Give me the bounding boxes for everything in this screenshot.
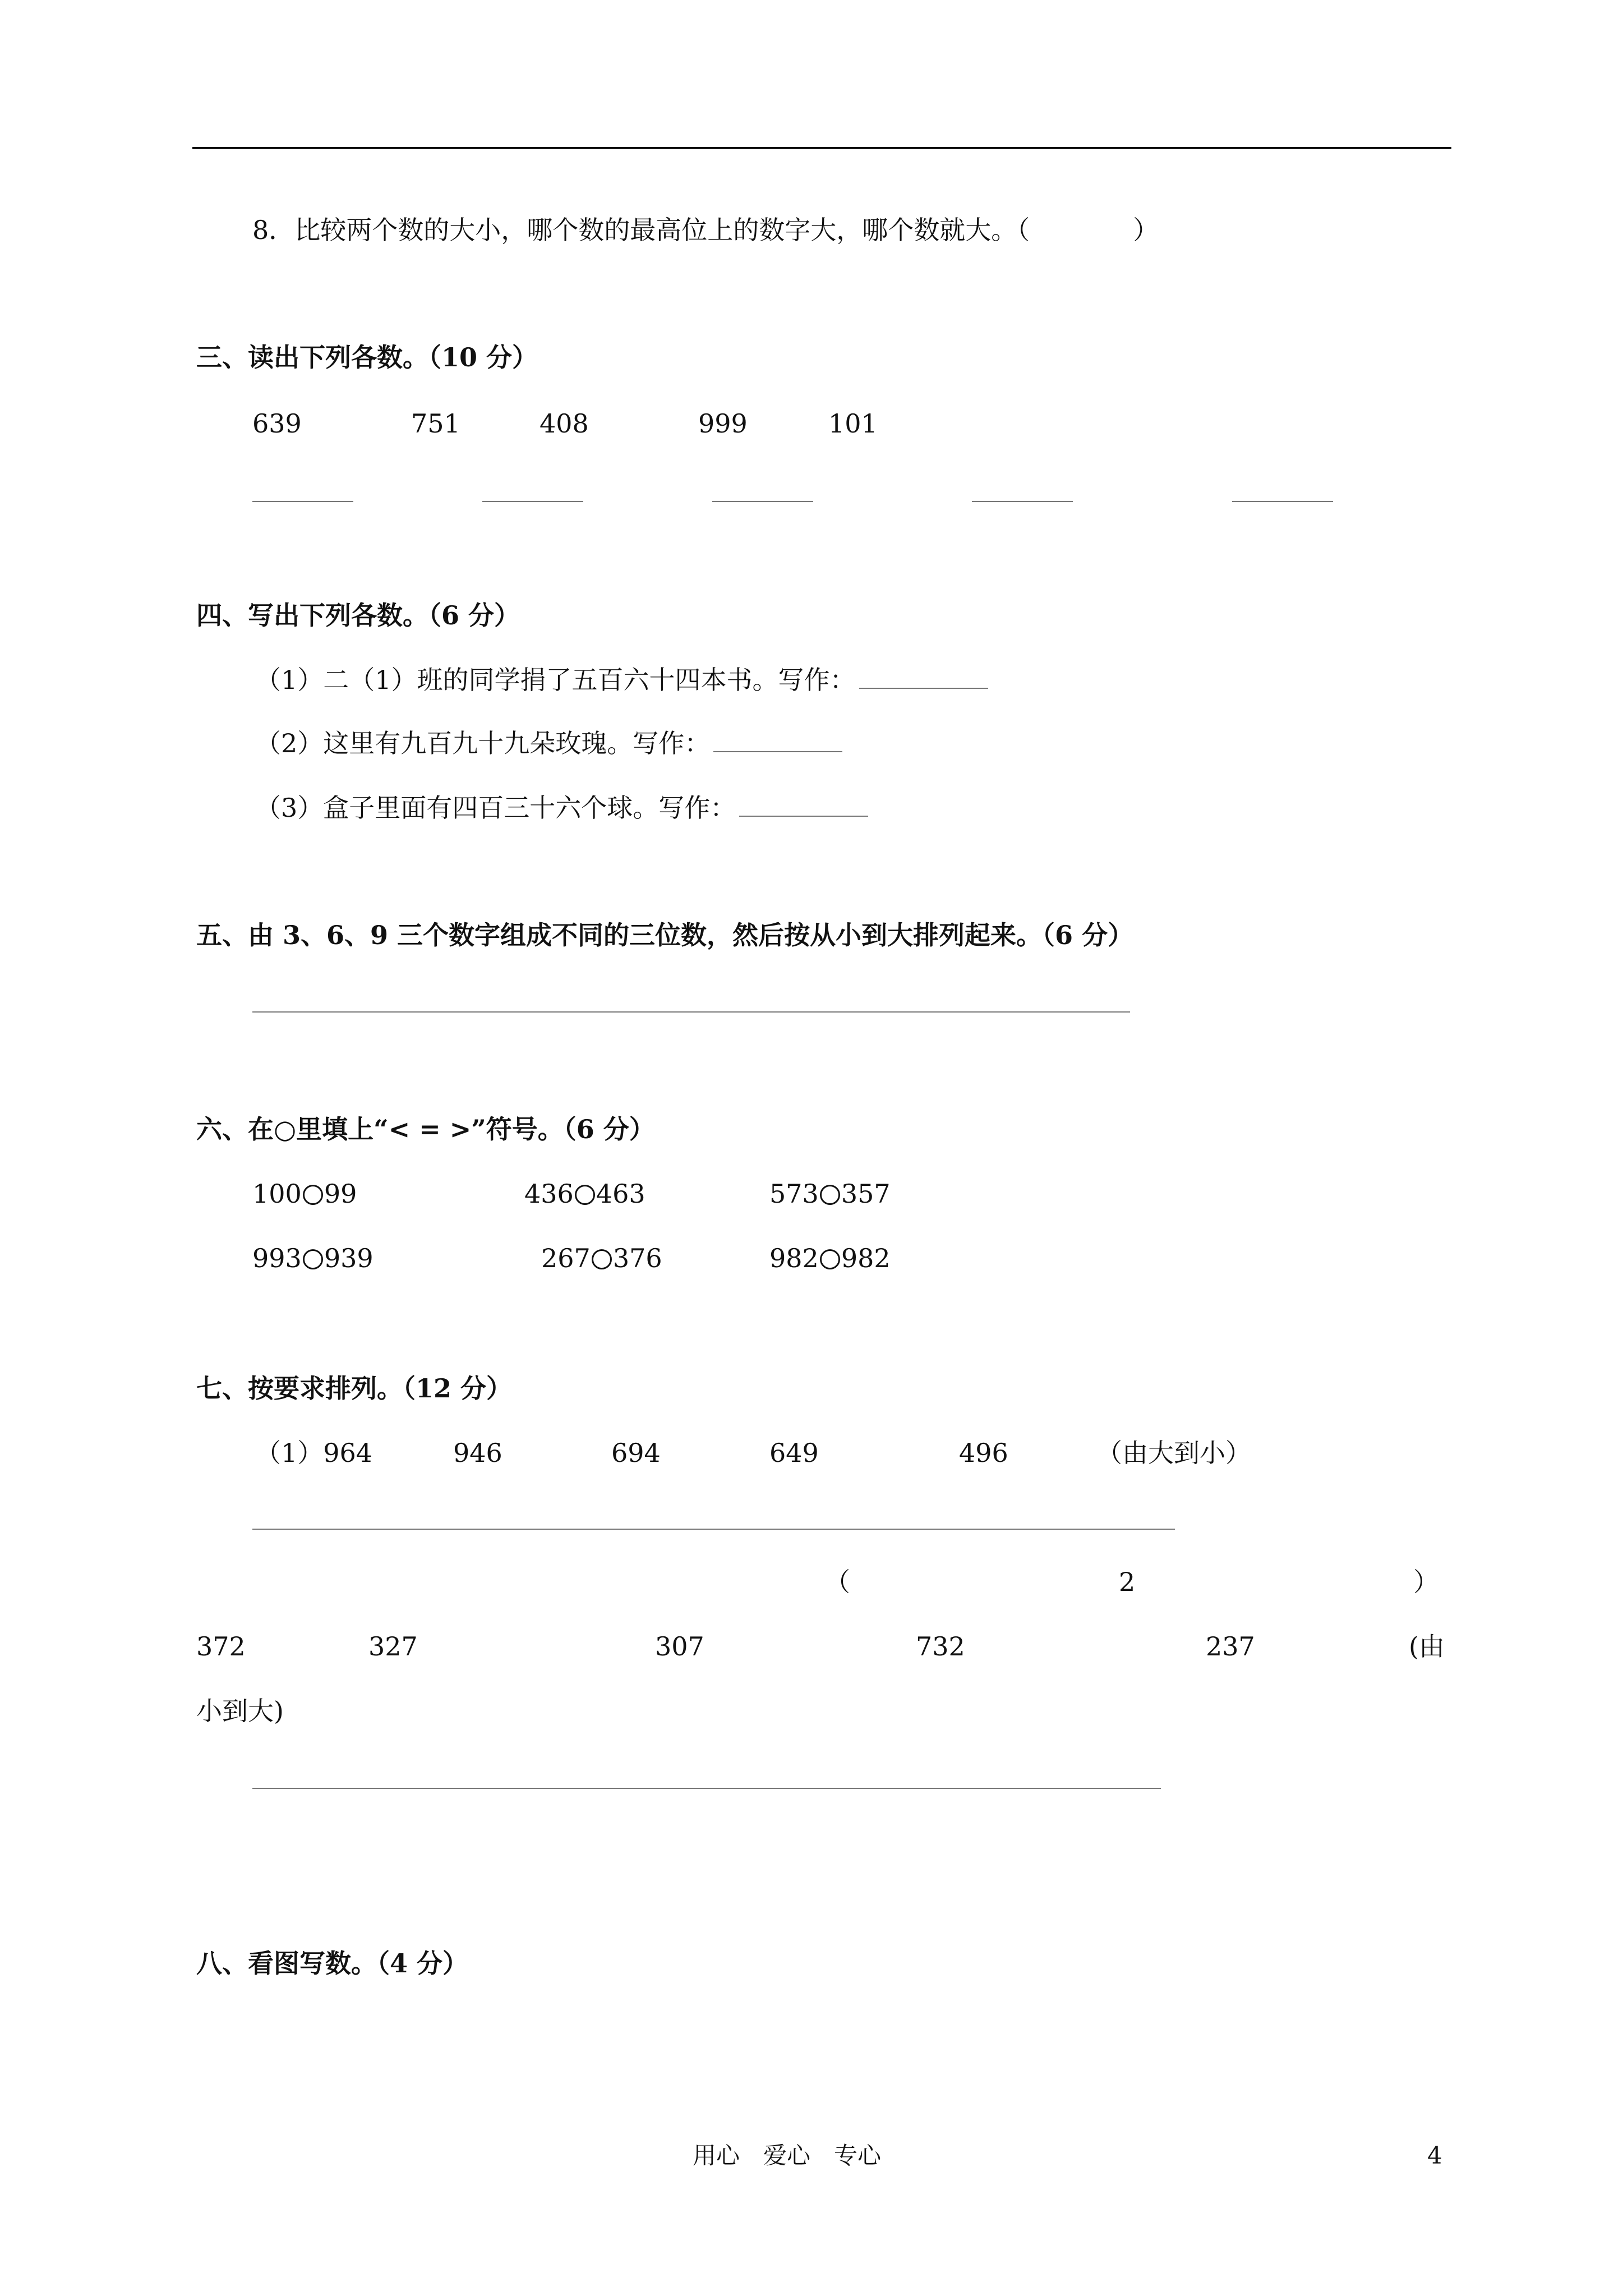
section-3-title: 三、读出下列各数。（10 分） <box>196 342 538 372</box>
write-item <box>255 726 842 760</box>
sort-row-1-label: （1）964 <box>255 1438 373 1468</box>
answer-line[interactable] <box>252 1011 1130 1013</box>
read-number: 999 <box>698 408 748 439</box>
compare-right: 99 <box>324 1179 357 1209</box>
compare-right: 982 <box>841 1243 891 1273</box>
sort-number: 496 <box>959 1438 1008 1468</box>
compare-left: 982 <box>769 1243 819 1273</box>
compare-item <box>524 1177 645 1211</box>
read-number: 101 <box>828 408 878 439</box>
answer-blank[interactable] <box>859 663 988 689</box>
sort-row-2-number: 2 <box>1119 1567 1136 1597</box>
answer-blank[interactable] <box>972 501 1073 502</box>
sort-number: 327 <box>368 1631 418 1662</box>
question-8: 8．比较两个数的大小，哪个数的最高位上的数字大，哪个数就大。（ ） <box>252 215 1159 245</box>
sort-note: （由大到小） <box>1096 1438 1251 1468</box>
write-item-text: （2）这里有九百九十九朵玫瑰。写作： <box>255 728 711 758</box>
sort-row-2-close: ） <box>1413 1567 1439 1597</box>
section-7-title: 七、按要求排列。（12 分） <box>196 1373 513 1404</box>
compare-item <box>252 1241 374 1275</box>
compare-right: 939 <box>324 1243 374 1273</box>
section-5-title: 五、由 3、6、9 三个数字组成不同的三位数，然后按从小到大排列起来。（6 分） <box>196 920 1134 950</box>
sort-number: 946 <box>453 1438 502 1468</box>
answer-blank[interactable] <box>482 501 583 502</box>
compare-right: 463 <box>596 1179 645 1209</box>
read-number: 639 <box>252 408 302 439</box>
sort-number: 649 <box>769 1438 819 1468</box>
section-6-title: 六、在○里填上“< = >”符号。（6 分） <box>196 1114 655 1144</box>
compare-left: 573 <box>769 1179 819 1209</box>
write-item <box>255 663 988 697</box>
compare-circle[interactable] <box>303 1249 323 1269</box>
compare-left: 267 <box>541 1243 591 1273</box>
compare-left: 100 <box>252 1179 302 1209</box>
sort-number: 372 <box>196 1631 246 1662</box>
footer-motto: 用心 爱心 专心 <box>693 2142 882 2169</box>
compare-item <box>252 1177 357 1211</box>
sort-number: 732 <box>916 1631 965 1662</box>
compare-item <box>541 1241 662 1275</box>
header-rule <box>192 147 1451 149</box>
sort-number: 237 <box>1206 1631 1255 1662</box>
section-4-title: 四、写出下列各数。（6 分） <box>196 600 520 631</box>
write-item-text: （1）二（1）班的同学捐了五百六十四本书。写作： <box>255 665 856 695</box>
sort-note: (由 <box>1409 1631 1445 1662</box>
compare-circle[interactable] <box>575 1185 595 1205</box>
answer-blank[interactable] <box>739 791 868 817</box>
answer-blank[interactable] <box>712 501 813 502</box>
write-item <box>255 791 868 825</box>
sort-row-2-open: （ <box>824 1567 850 1597</box>
page-number: 4 <box>1427 2142 1442 2169</box>
sort-note: 小到大) <box>196 1696 284 1726</box>
sort-number: 307 <box>655 1631 704 1662</box>
compare-circle[interactable] <box>820 1185 840 1205</box>
compare-item <box>769 1241 891 1275</box>
answer-blank[interactable] <box>713 726 842 752</box>
answer-blank[interactable] <box>1232 501 1333 502</box>
compare-circle[interactable] <box>592 1249 612 1269</box>
compare-left: 993 <box>252 1243 302 1273</box>
section-8-title: 八、看图写数。（4 分） <box>196 1948 469 1978</box>
sort-number: 694 <box>611 1438 661 1468</box>
compare-right: 357 <box>841 1179 891 1209</box>
compare-left: 436 <box>524 1179 574 1209</box>
compare-circle[interactable] <box>820 1249 840 1269</box>
compare-item <box>769 1177 891 1211</box>
answer-line[interactable] <box>252 1788 1161 1789</box>
compare-circle[interactable] <box>303 1185 323 1205</box>
read-number: 751 <box>411 408 460 439</box>
answer-blank[interactable] <box>252 501 353 502</box>
read-number: 408 <box>540 408 589 439</box>
write-item-text: （3）盒子里面有四百三十六个球。写作： <box>255 793 736 823</box>
answer-line[interactable] <box>252 1529 1175 1530</box>
compare-right: 376 <box>612 1243 662 1273</box>
